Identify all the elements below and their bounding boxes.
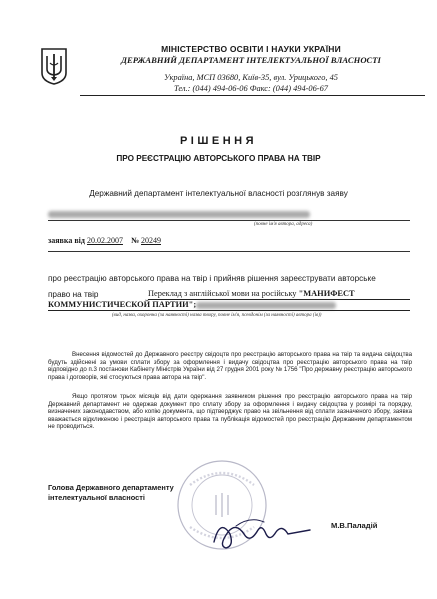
- signatory-title-line-2: інтелектуальної власності: [48, 493, 145, 502]
- application-line: [48, 251, 410, 252]
- application-number-label: №: [130, 236, 139, 245]
- signatory-title: [48, 483, 174, 503]
- review-statement: Державний департамент інтелектуальної власності розглянув заяву: [89, 189, 348, 198]
- department-name: ДЕРЖАВНИЙ ДЕПАРТАМЕНТ ІНТЕЛЕКТУАЛЬНОЇ ВЛАСНОСТІ: [121, 55, 381, 65]
- handwritten-signature: [206, 512, 316, 554]
- department-phones: Тел.: (044) 494-06-06 Факс: (044) 494-06-67: [174, 84, 328, 93]
- applicant-hint: (повне ім'я автора, адреса): [254, 222, 313, 227]
- work-title-translation: Переклад з англійської мови на російську: [148, 289, 297, 298]
- ministry-name: МІНІСТЕРСТВО ОСВІТИ І НАУКИ УКРАЇНИ: [161, 44, 341, 54]
- work-title-quote: "МАНИФЕСТ: [298, 289, 355, 298]
- applicant-line: [48, 220, 410, 221]
- document-subtitle: ПРО РЕЄСТРАЦІЮ АВТОРСЬКОГО ПРАВА НА ТВІР: [116, 154, 321, 163]
- work-underline-2: [48, 310, 410, 311]
- header-divider: [80, 95, 425, 96]
- withdrawal-paragraph: [48, 393, 412, 431]
- decision-line-1: про реєстрацію авторського права на твір і прийняв рішення зареєструвати авторське: [48, 274, 376, 283]
- signatory-title-line-1: Голова Державного департаменту: [48, 483, 174, 492]
- document-title: РІШЕННЯ: [179, 135, 258, 147]
- department-address: Україна, МСП 03680, Київ-35, вул. Урицького, 45: [164, 73, 338, 82]
- redacted-applicant: [48, 211, 310, 218]
- payment-paragraph: [48, 351, 412, 381]
- signatory-name: М.В.Паладій: [331, 521, 378, 530]
- payment-paragraph-text: Внесення відомостей до Державного реєстру свідоцтв про реєстрацію авторського права на твір та видача свідоцтва будуть здійснені за умови сплати збору за оформлення і видачу свідоцтва про реєстрацію авторського права на твір відповідно до п.3 постанови Кабінету Міністрів України від 27 грудня 2001 року № 1756 "Про державну реєстрацію авторського права і договорів, які стосуються права автора на твір".: [48, 351, 412, 381]
- work-title-line-1: [148, 289, 410, 298]
- application-label: заявка від: [48, 236, 85, 245]
- work-hint: (вид, назва, охоронна (за наявності) назва твору, повне ім'я, псевдонім (за наявності) автора (ів)): [112, 313, 322, 318]
- ukraine-trident-emblem: [40, 47, 68, 85]
- application-date: 20.02.2007: [86, 236, 123, 245]
- application-info: [48, 236, 161, 245]
- application-number: 20249: [141, 236, 161, 245]
- redacted-author: [196, 302, 336, 309]
- work-title-line-2: КОММУНИСТИЧЕСКОЙ ПАРТИИ";: [48, 300, 197, 309]
- decision-line-2: право на твір: [48, 290, 99, 299]
- withdrawal-paragraph-text: Якщо протягом трьох місяців від дати одержання заявником рішення про реєстрацію авторського права на твір Державний департамент не одержав документ про сплату збору за оформлення і видачу свідоцтва у розмірі та порядку, визначених законодавством, або копію документа, що підтверджує право на звільнення від сплати зазначеного збору, заявка вважається відкликеною і реєстрація авторського права та публікація відомостей про реєстрацію Державним департаментом не проводиться.: [48, 393, 412, 431]
